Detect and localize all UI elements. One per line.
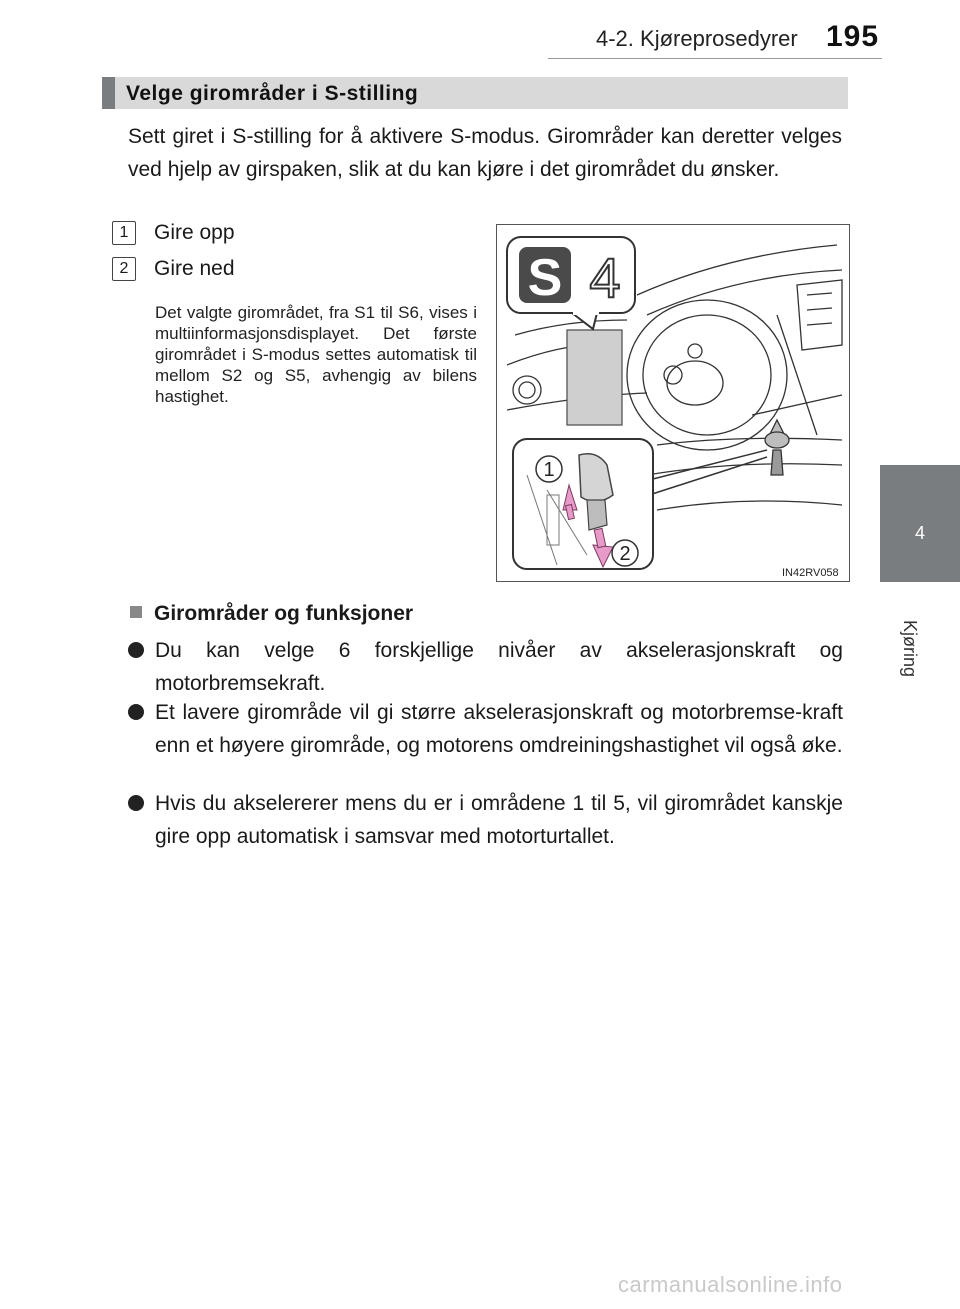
bullet-dot-icon xyxy=(128,795,144,811)
display-letter: S xyxy=(527,249,563,307)
step-item xyxy=(112,221,235,245)
header-section-title: 4-2. Kjøreprosedyrer xyxy=(596,26,798,51)
section-title: Velge girområder i S-stilling xyxy=(126,82,419,105)
step-note: Det valgte girområdet, fra S1 til S6, vises i multiinformasjonsdisplayet. Det første girområdet i S-modus settes automatisk til mellom S2 og S5, avhengig av bilens hastighet. xyxy=(155,303,477,406)
bullet-item xyxy=(155,787,843,853)
intro-paragraph: Sett giret i S-stilling for å aktivere S-modus. Girområder kan deretter velges ved hjelp av girspaken, slik at du kan kjøre i det girområdet du ønsker. xyxy=(128,125,842,181)
shift-position-display xyxy=(507,237,635,329)
bullet-text: Du kan velge 6 forskjellige nivåer av akselerasjonskraft og motorbremsekraft. xyxy=(155,639,843,695)
bullet-item xyxy=(155,696,843,762)
bullet-dot-icon xyxy=(128,642,144,658)
header-divider xyxy=(548,58,882,59)
step-label: Gire ned xyxy=(154,257,235,280)
bullet-dot-icon xyxy=(128,704,144,720)
chapter-title: Kjøring xyxy=(900,620,920,678)
square-bullet-icon xyxy=(130,606,142,618)
callout-shift-down: 2 xyxy=(619,543,631,565)
step-item xyxy=(112,257,235,281)
subsection-title: Girområder og funksjoner xyxy=(154,602,414,625)
step-number-badge: 2 xyxy=(112,257,136,281)
shift-lever-inset xyxy=(513,439,767,569)
dashboard-drawing xyxy=(497,225,849,581)
callout-shift-up: 1 xyxy=(543,459,555,481)
subsection-heading xyxy=(130,602,413,626)
chapter-number: 4 xyxy=(914,523,925,543)
bullet-text: Hvis du akselererer mens du er i områdene 1 til 5, vil girområdet kanskje gire opp automatisk i samsvar med motorturtallet. xyxy=(155,792,843,848)
watermark: carmanualsonline.info xyxy=(618,1272,843,1297)
display-gear: 4 xyxy=(589,246,621,309)
bullet-item xyxy=(155,634,843,700)
step-label: Gire opp xyxy=(154,221,235,244)
figure-code: IN42RV058 xyxy=(782,567,839,579)
bullet-text: Et lavere girområde vil gi større akselerasjonskraft og motorbremse-kraft enn et høyere girområde, og motorens omdreiningshastighet vil også øke. xyxy=(155,701,843,757)
step-number-badge: 1 xyxy=(112,221,136,245)
gear-shift-illustration xyxy=(496,224,850,582)
page-number: 195 xyxy=(826,20,880,53)
section-header xyxy=(102,77,848,109)
section-header-accent xyxy=(102,77,115,109)
chapter-tab xyxy=(880,465,960,582)
